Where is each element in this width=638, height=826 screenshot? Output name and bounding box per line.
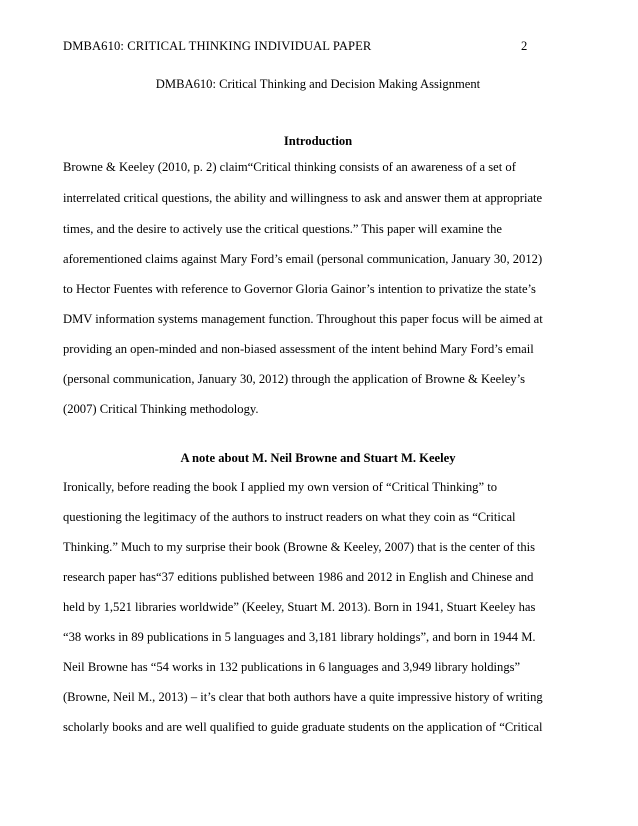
paragraph-line: times, and the desire to actively use the critical questions.” This paper will examine the <box>63 222 503 236</box>
assignment-title: DMBA610: Critical Thinking and Decision Making Assignment <box>155 77 481 91</box>
paragraph-line: providing an open-minded and non-biased assessment of the intent behind Mary Ford’s email <box>63 342 534 356</box>
paragraph-line: interrelated critical questions, the ability and willingness to ask and answer them at appropriate <box>63 191 543 205</box>
paragraph-line: questioning the legitimacy of the authors to instruct readers on what they coin as “Critical <box>63 510 516 524</box>
paragraph-line: aforementioned claims against Mary Ford’s email (personal communication, January 30, 2012) <box>63 252 543 266</box>
paragraph-line: “38 works in 89 publications in 5 languages and 3,181 library holdings”, and born in 1944 M. <box>63 630 536 644</box>
paragraph-line: (2007) Critical Thinking methodology. <box>63 402 259 416</box>
section-heading-introduction: Introduction <box>283 134 353 148</box>
paragraph-line: to Hector Fuentes with reference to Governor Gloria Gainor’s intention to privatize the state’s <box>63 282 536 296</box>
paragraph-line: DMV information systems management function. Throughout this paper focus will be aimed at <box>63 312 543 326</box>
paragraph-line: Neil Browne has “54 works in 132 publications in 6 languages and 3,949 library holdings” <box>63 660 521 674</box>
paragraph-line: Thinking.” Much to my surprise their book (Browne & Keeley, 2007) that is the center of this <box>63 540 536 554</box>
paragraph-line: scholarly books and are well qualified to guide graduate students on the application of “Critical <box>63 720 543 734</box>
paragraph-line: held by 1,521 libraries worldwide” (Keeley, Stuart M. 2013). Born in 1941, Stuart Keeley has <box>63 600 536 614</box>
paragraph-line: (Browne, Neil M., 2013) – it’s clear that both authors have a quite impressive history of writing <box>63 690 543 704</box>
running-head: DMBA610: CRITICAL THINKING INDIVIDUAL PAPER <box>63 39 372 53</box>
page-number: 2 <box>521 39 528 53</box>
section-heading-authors-note: A note about M. Neil Browne and Stuart M. Keeley <box>180 451 456 465</box>
paragraph-line: (personal communication, January 30, 2012) through the application of Browne & Keeley’s <box>63 372 526 386</box>
paragraph-line: Browne & Keeley (2010, p. 2) claim“Critical thinking consists of an awareness of a set of <box>63 160 516 174</box>
paragraph-line: Ironically, before reading the book I applied my own version of “Critical Thinking” to <box>63 480 498 494</box>
paragraph-line: research paper has“37 editions published between 1986 and 2012 in English and Chinese and <box>63 570 534 584</box>
